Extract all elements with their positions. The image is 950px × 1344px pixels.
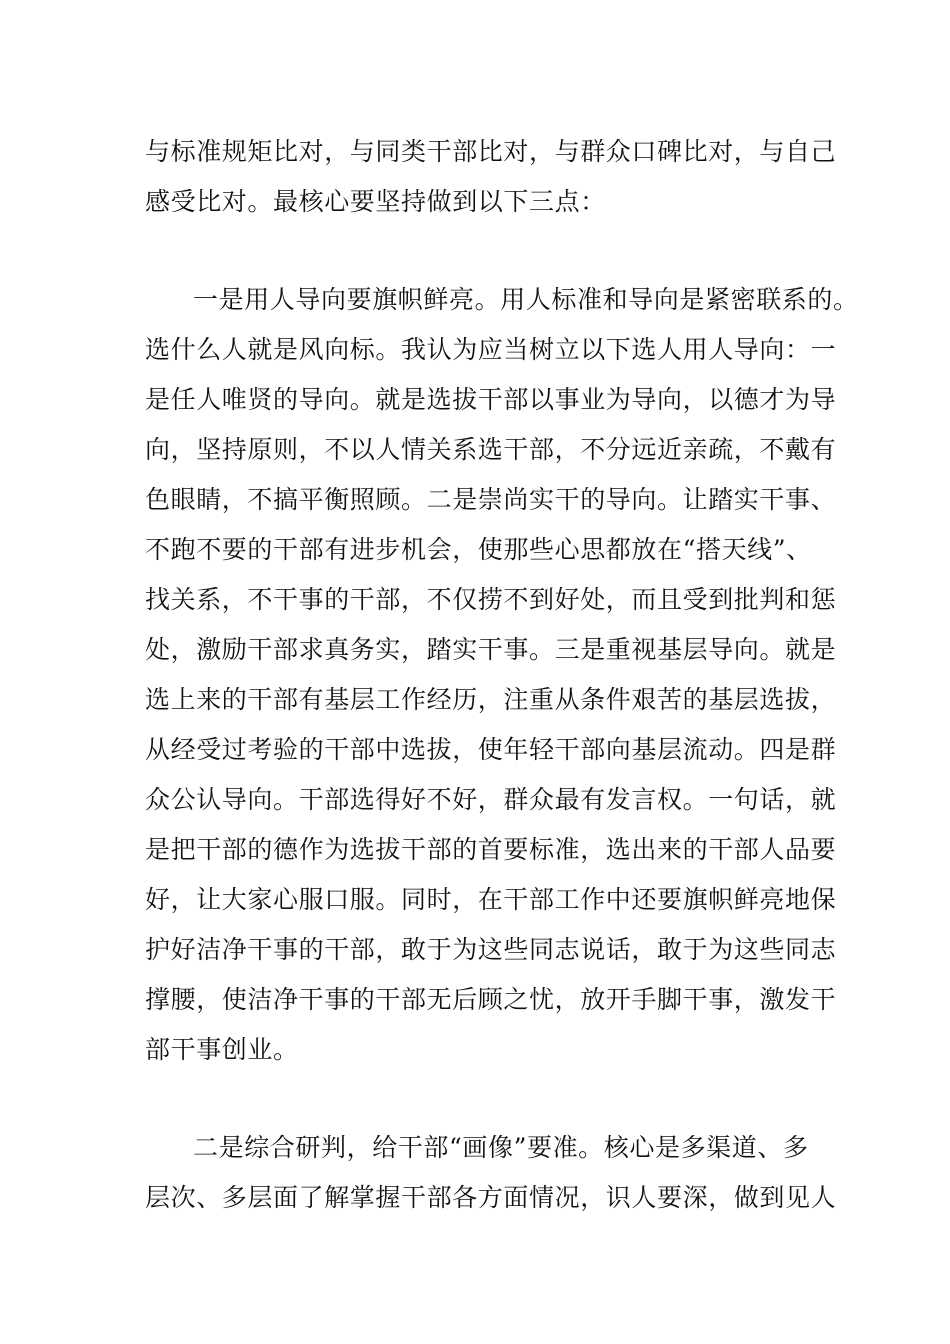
text-line: 护好洁净干事的干部，敢于为这些同志说话，敢于为这些同志 [145,935,837,964]
text-line: 找关系，不干事的干部，不仅捞不到好处，而且受到批判和惩 [145,585,837,614]
text-line: 处，激励干部求真务实，踏实干事。三是重视基层导向。就是 [145,635,837,664]
text-line: 向，坚持原则，不以人情关系选干部，不分远近亲疏，不戴有 [145,435,837,464]
text-line: 与标准规矩比对，与同类干部比对，与群众口碑比对，与自己 [145,137,837,166]
text-line: 层次、多层面了解掌握干部各方面情况，识人要深，做到见人 [145,1183,837,1212]
text-line: 色眼睛，不搞平衡照顾。二是崇尚实干的导向。让踏实干事、 [145,485,837,514]
paragraph-first-line: 一是用人导向要旗帜鲜亮。用人标准和导向是紧密联系的。 [193,285,859,314]
text-line: 众公认导向。干部选得好不好，群众最有发言权。一句话，就 [145,785,837,814]
paragraph-first-line: 二是综合研判，给干部“画像”要准。核心是多渠道、多 [193,1133,809,1162]
text-line: 不跑不要的干部有进步机会，使那些心思都放在“搭天线”、 [145,535,812,564]
text-line: 撑腰，使洁净干事的干部无后顾之忧，放开手脚干事，激发干 [145,985,837,1014]
text-line: 选上来的干部有基层工作经历，注重从条件艰苦的基层选拔， [145,685,837,714]
text-line: 感受比对。最核心要坚持做到以下三点： [145,187,606,216]
text-line: 从经受过考验的干部中选拔，使年轻干部向基层流动。四是群 [145,735,837,764]
text-line: 是任人唯贤的导向。就是选拔干部以事业为导向，以德才为导 [145,385,837,414]
text-line: 是把干部的德作为选拔干部的首要标准，选出来的干部人品要 [145,835,837,864]
text-line: 好，让大家心服口服。同时，在干部工作中还要旗帜鲜亮地保 [145,885,837,914]
text-line: 选什么人就是风向标。我认为应当树立以下选人用人导向：一 [145,335,837,364]
text-line: 部干事创业。 [145,1035,299,1064]
